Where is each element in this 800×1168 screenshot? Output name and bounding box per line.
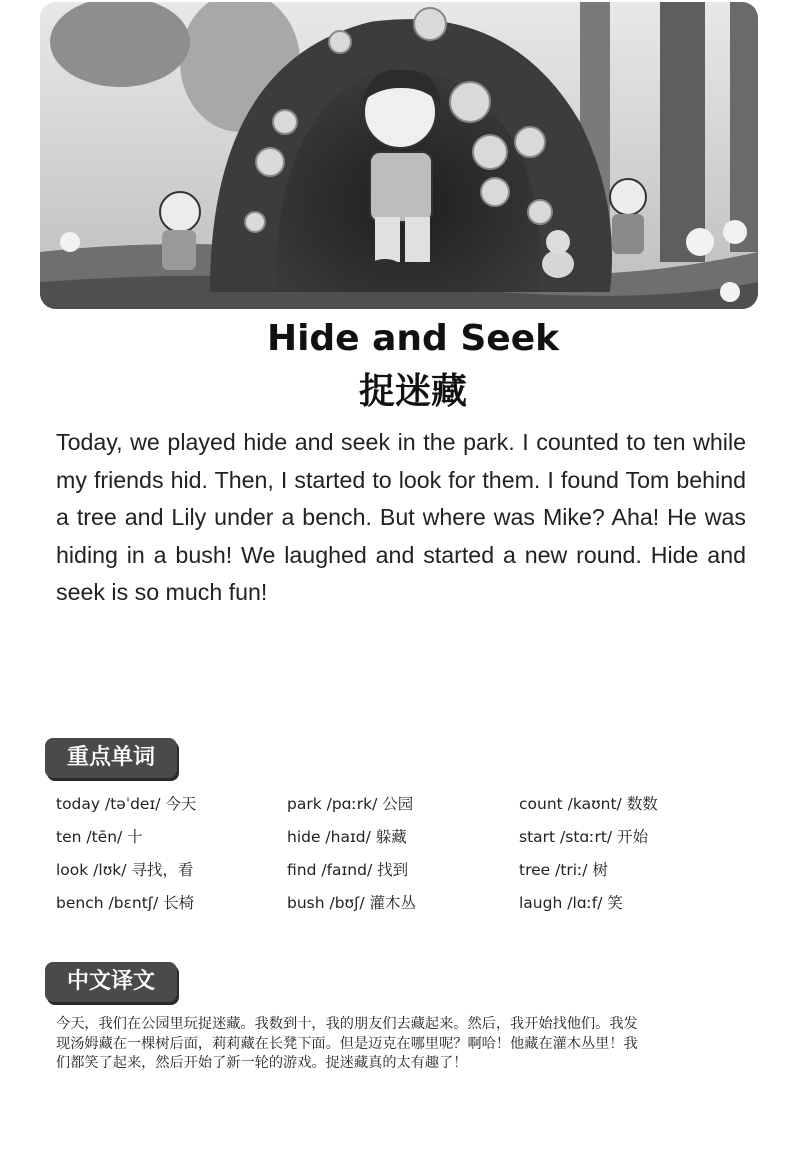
forest-scene-image <box>40 2 758 309</box>
vocab-item: find /faɪnd/ 找到 <box>287 861 409 879</box>
title-chinese: 捉迷藏 <box>358 371 467 412</box>
vocab-item: park /pɑːrk/ 公园 <box>287 795 414 813</box>
vocab-item: bench /bɛntʃ/ 长椅 <box>56 894 195 912</box>
vocab-item: laugh /lɑːf/ 笑 <box>519 894 623 912</box>
vocab-item: look /lʊk/ 寻找，看 <box>56 861 194 879</box>
story-paragraph: Today, we played hide and seek in the park. I counted to ten while my friends hid. Then, I started to look for them. I found Tom behind a tree and Lily under a bench. But where was Mike? Aha! He was hiding in a bush! We laughed and started a new round. Hide and seek is so much fun! <box>56 429 746 605</box>
translation-paragraph: 今天，我们在公园里玩捉迷藏。我数到十，我的朋友们去藏起来。然后，我开始找他们。我发现汤姆藏在一棵树后面，莉莉藏在长凳下面。但是迈克在哪里呢？啊哈！他藏在灌木丛里！我们都笑了起来，然后开始了新一轮的游戏。捉迷藏真的太有趣了！ <box>56 1016 638 1071</box>
vocab-item: today /təˈdeɪ/ 今天 <box>56 795 197 813</box>
vocab-item: tree /triː/ 树 <box>519 861 608 879</box>
vocab-item: count /kaʊnt/ 数数 <box>519 795 658 813</box>
vocab-item: bush /bʊʃ/ 灌木丛 <box>287 894 416 912</box>
translation-section-label: 中文译文 <box>45 962 177 1002</box>
vocab-grid <box>56 789 756 921</box>
vocab-item: ten /tēn/ 十 <box>56 828 143 846</box>
vocab-item: hide /haɪd/ 躲藏 <box>287 828 407 846</box>
vocab-item: start /stɑːrt/ 开始 <box>519 828 649 846</box>
story-illustration <box>40 2 758 309</box>
vocab-section-label: 重点单词 <box>45 738 177 778</box>
title-english: Hide and Seek <box>266 318 560 359</box>
